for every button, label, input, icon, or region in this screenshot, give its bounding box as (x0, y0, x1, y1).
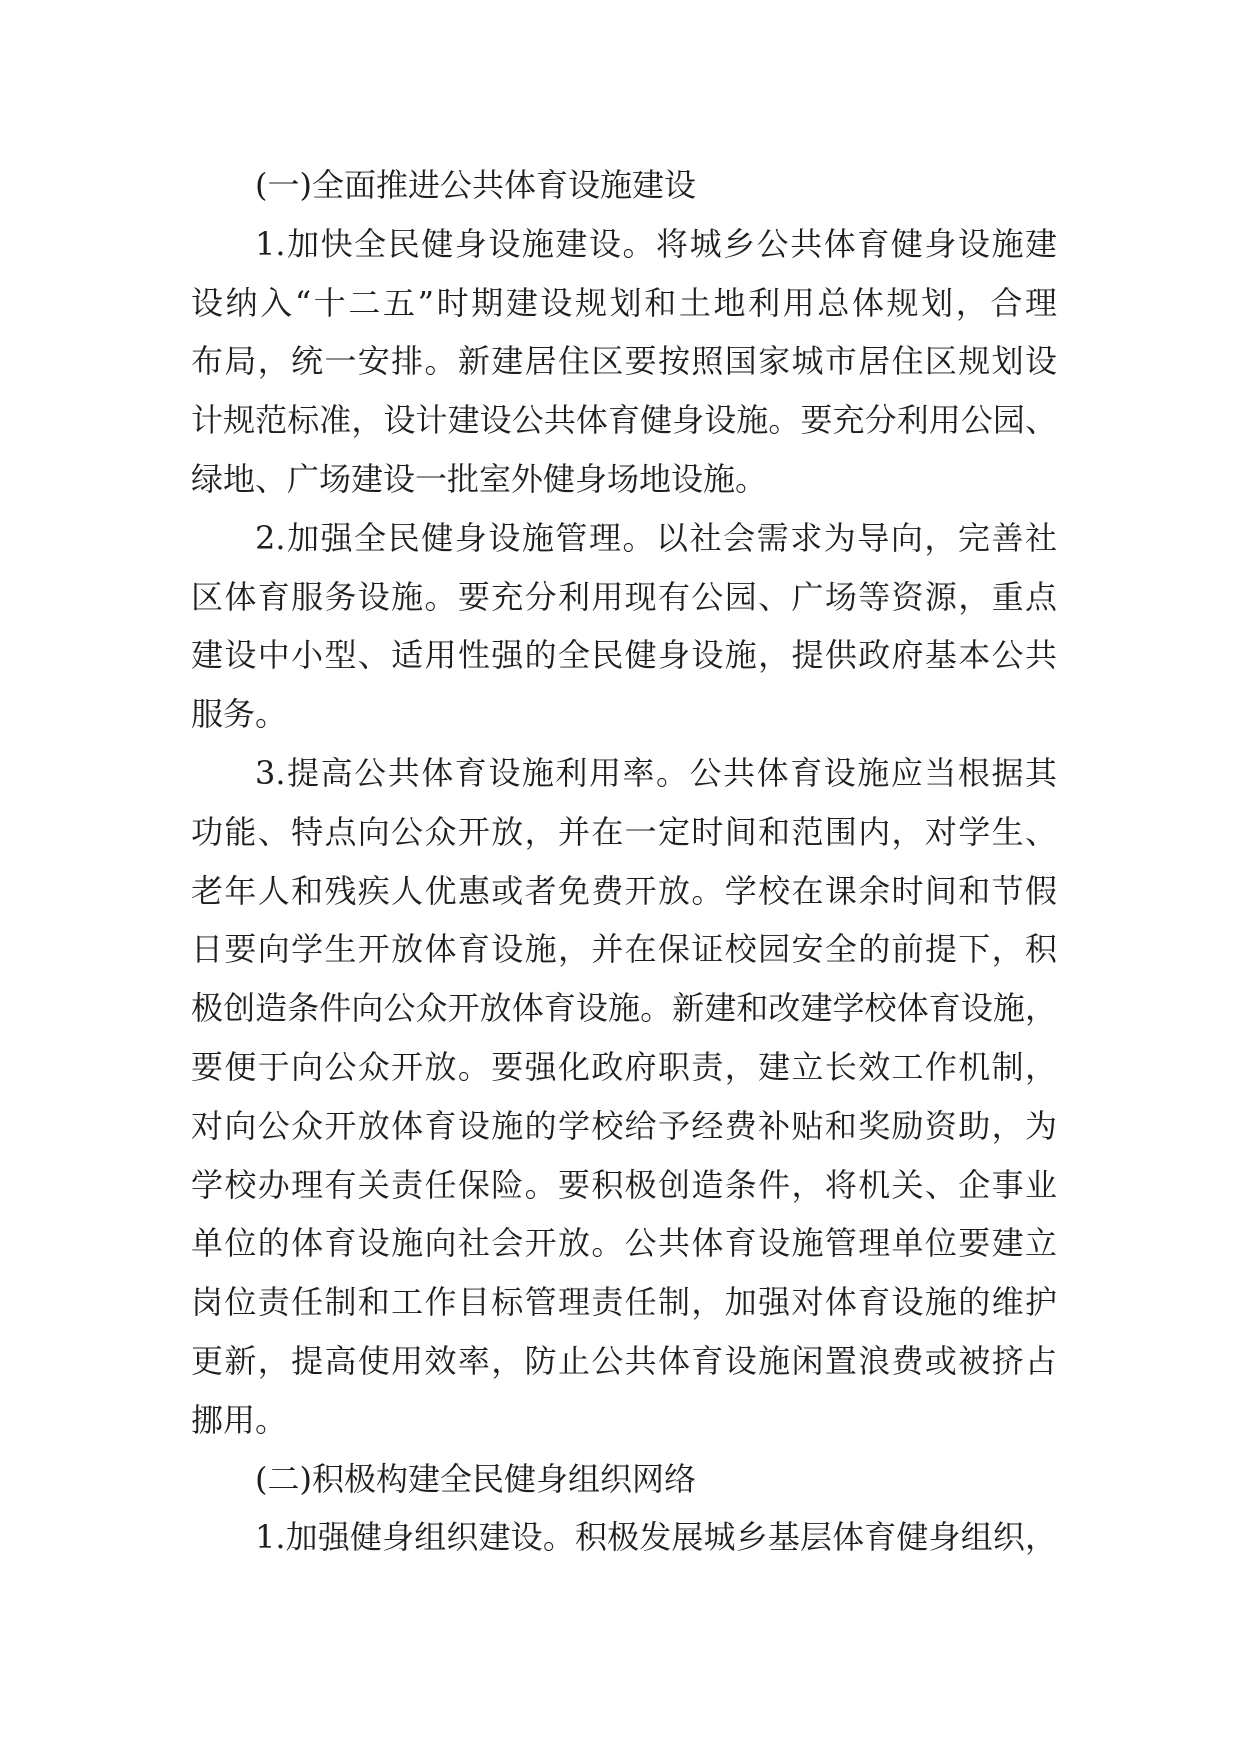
text-line: 岗位责任制和工作目标管理责任制，加强对体育设施的维护 (191, 1283, 1057, 1322)
paragraph (191, 215, 1057, 509)
text-line: 区体育服务设施。要充分利用现有公园、广场等资源，重点 (191, 577, 1057, 616)
text-line: 1.加快全民健身设施建设。将城乡公共体育健身设施建 (255, 224, 1057, 263)
paragraph (191, 509, 1057, 744)
text-line: (一)全面推进公共体育设施建设 (255, 166, 696, 204)
text-line: 服务。 (191, 695, 288, 734)
text-line: 更新，提高使用效率，防止公共体育设施闲置浪费或被挤占 (191, 1341, 1057, 1380)
text-line: 对向公众开放体育设施的学校给予经费补贴和奖励资助，为 (191, 1106, 1057, 1145)
text-line: 日要向学生开放体育设施，并在保证校园安全的前提下，积 (191, 930, 1057, 969)
text-line: 功能、特点向公众开放，并在一定时间和范围内，对学生、 (191, 812, 1057, 851)
text-line: 计规范标准，设计建设公共体育健身设施。要充分利用公园、 (191, 401, 1057, 440)
text-line: 老年人和残疾人优惠或者免费开放。学校在课余时间和节假 (191, 871, 1057, 910)
text-line: 设纳入“十二五”时期建设规划和土地利用总体规划，合理 (191, 283, 1057, 322)
text-line: 2.加强全民健身设施管理。以社会需求为导向，完善社 (255, 518, 1057, 557)
paragraph (191, 744, 1057, 1450)
text-line: 建设中小型、适用性强的全民健身设施，提供政府基本公共 (191, 636, 1057, 675)
section-heading (191, 156, 1057, 215)
paragraph (191, 1508, 1057, 1567)
text-line: 3.提高公共体育设施利用率。公共体育设施应当根据其 (255, 753, 1057, 792)
text-line: 1.加强健身组织建设。积极发展城乡基层体育健身组织， (255, 1518, 1057, 1557)
text-line: 布局，统一安排。新建居住区要按照国家城市居住区规划设 (191, 342, 1057, 381)
text-line: (二)积极构建全民健身组织网络 (255, 1459, 696, 1498)
text-line: 挪用。 (191, 1400, 288, 1439)
text-line: 单位的体育设施向社会开放。公共体育设施管理单位要建立 (191, 1224, 1057, 1263)
text-line: 要便于向公众开放。要强化政府职责，建立长效工作机制， (191, 1047, 1057, 1086)
section-heading (191, 1450, 1057, 1509)
document-body (191, 156, 1057, 1567)
text-line: 学校办理有关责任保险。要积极创造条件，将机关、企事业 (191, 1165, 1057, 1204)
text-line: 极创造条件向公众开放体育设施。新建和改建学校体育设施， (191, 989, 1057, 1028)
text-line: 绿地、广场建设一批室外健身场地设施。 (191, 459, 768, 498)
